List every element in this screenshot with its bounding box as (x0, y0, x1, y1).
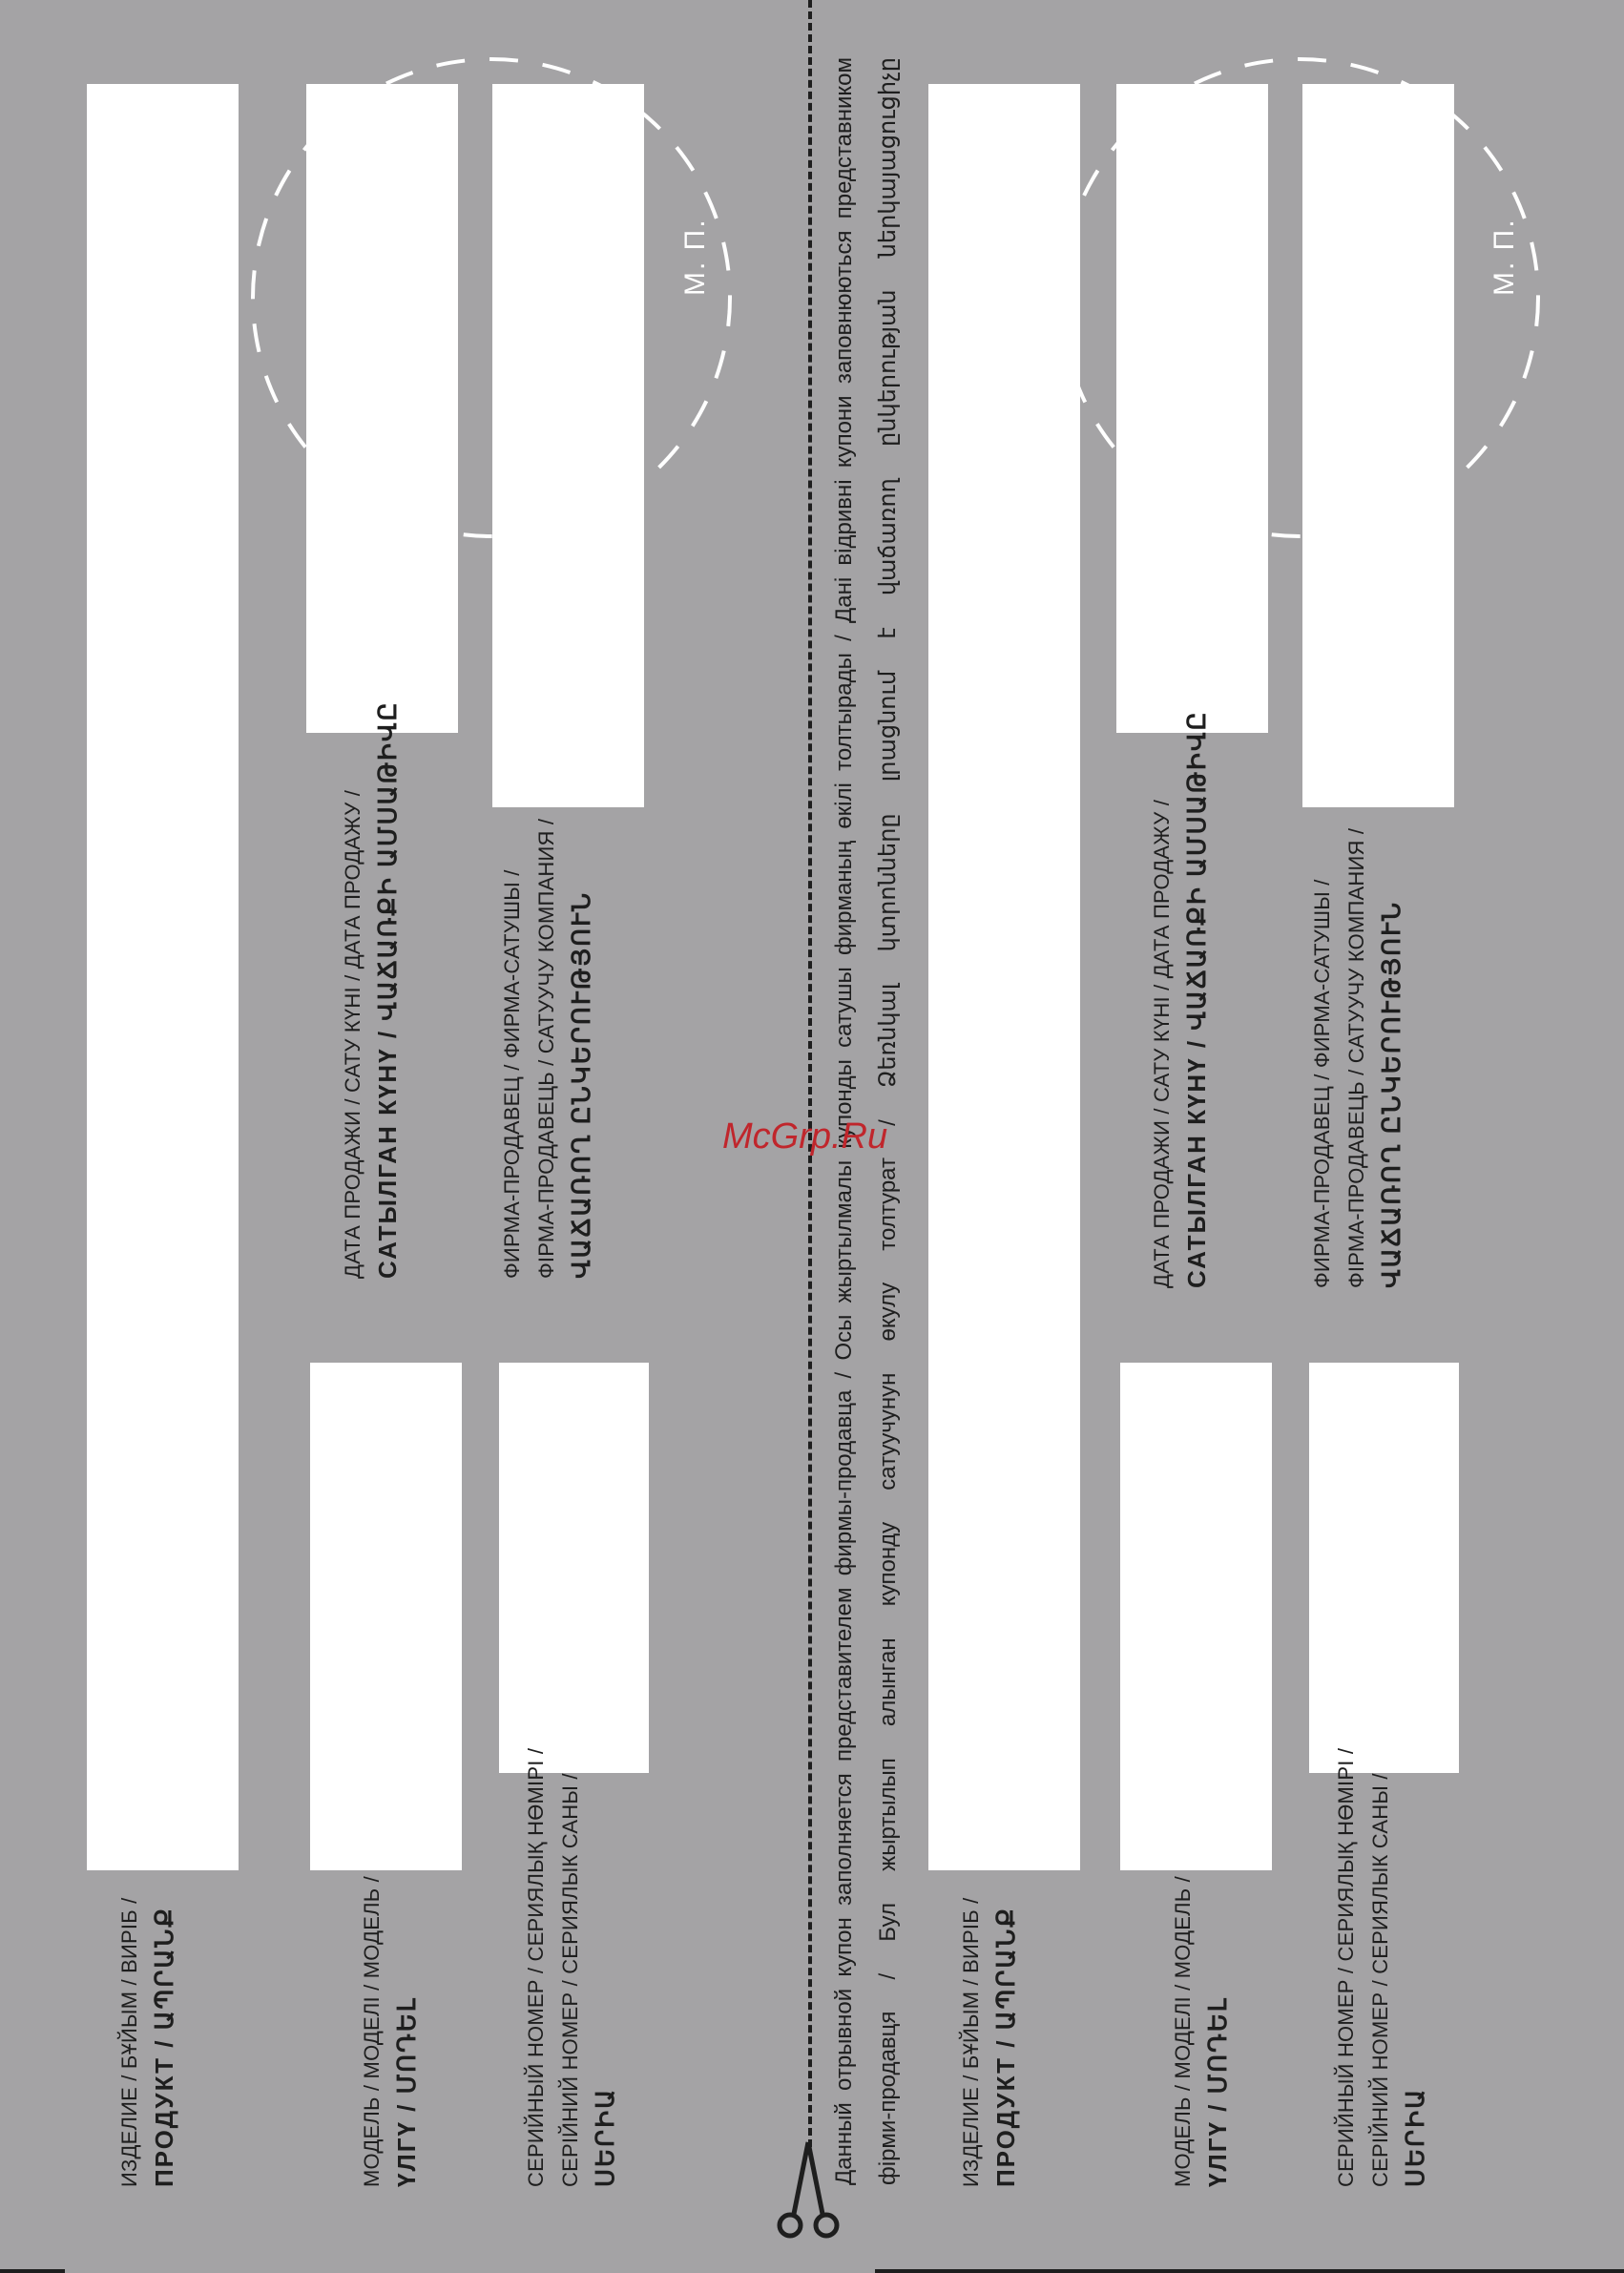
watermark: McGrp.Ru (722, 1116, 888, 1157)
seller-label-right: ФИРМА-ПРОДАВЕЦ / ФИРМА-САТУШЫ / ФІРМА-ПРОДАВЕЦЬ / САТУУЧУ КОМПАНИЯ / ՎԱՃԱՌՈՂ ԸՆԿԵՐՈՒԹՅՈՒՆ (1310, 827, 1405, 1288)
product-label: ИЗДЕЛИЕ / БҰЙЫМ / ВИРІБ / ПРОДУКТ / ԱՊՐԱՆՔ (117, 1897, 178, 2187)
sale-date-label-right: ДАТА ПРОДАЖИ / САТУ КҮНІ / ДАТА ПРОДАЖУ / САТЫЛГАН КҮНҮ / ՎԱՃԱՌՔԻ ԱՄՍԱԹԻՎԸ (1150, 710, 1211, 1288)
cut-instructions: Данный отрывной купон заполняется представителем фирмы-продавца / Осы жыртылмалы купонды сатушы фирманың өкілі толтырады / Дані відривні купони заповнюються представником фірми-продавця / Бул жыртылып алынган купонду сатуучунун өкулу толтурат / Ձեռնկալ կտրոնները լրացնում է վաճառող ընկերության ներկայացուցիչը (831, 57, 901, 2185)
seller-label: ФИРМА-ПРОДАВЕЦ / ФИРМА-САТУШЫ / ФІРМА-ПРОДАВЕЦЬ / САТУУЧУ КОМПАНИЯ / ՎԱՃԱՌՈՂ ԸՆԿԵՐՈՒԹՅՈՒՆ (500, 818, 595, 1279)
cut-line (808, 0, 812, 2147)
serial-label-right: СЕРИЙНЫЙ НОМЕР / СЕРИЯЛЫҚ НӨМІРІ / СЕРІЙНИЙ НОМЕР / СЕРИЯЛЫК САНЫ / ՍԵՐԻԱ (1334, 1747, 1429, 2187)
bottom-edge-right (875, 2269, 1624, 2273)
stamp-label-right: М. П. (1489, 218, 1520, 296)
bottom-edge-left (0, 2269, 65, 2273)
product-label-right: ИЗДЕЛИЕ / БҰЙЫМ / ВИРІБ / ПРОДУКТ / ԱՊՐԱՆՔ (959, 1897, 1020, 2187)
stamp-label: М. П. (679, 218, 711, 296)
serial-label: СЕРИЙНЫЙ НОМЕР / СЕРИЯЛЫҚ НӨМІРІ / СЕРІЙНИЙ НОМЕР / СЕРИЯЛЫК САНЫ / ՍԵՐԻԱ (524, 1747, 619, 2187)
model-label: МОДЕЛЬ / МОДЕЛІ / МОДЕЛЬ / ҮЛГҮ / ՄՈԴԵԼ (360, 1876, 421, 2187)
model-label-right: МОДЕЛЬ / МОДЕЛІ / МОДЕЛЬ / ҮЛГҮ / ՄՈԴԵԼ (1171, 1876, 1232, 2187)
sale-date-label: ДАТА ПРОДАЖИ / САТУ КҮНІ / ДАТА ПРОДАЖУ / САТЫЛГАН КҮНҮ / ՎԱՃԱՌՔԻ ԱՄՍԱԹԻՎԸ (341, 700, 402, 1279)
scissors-icon (775, 2137, 842, 2242)
